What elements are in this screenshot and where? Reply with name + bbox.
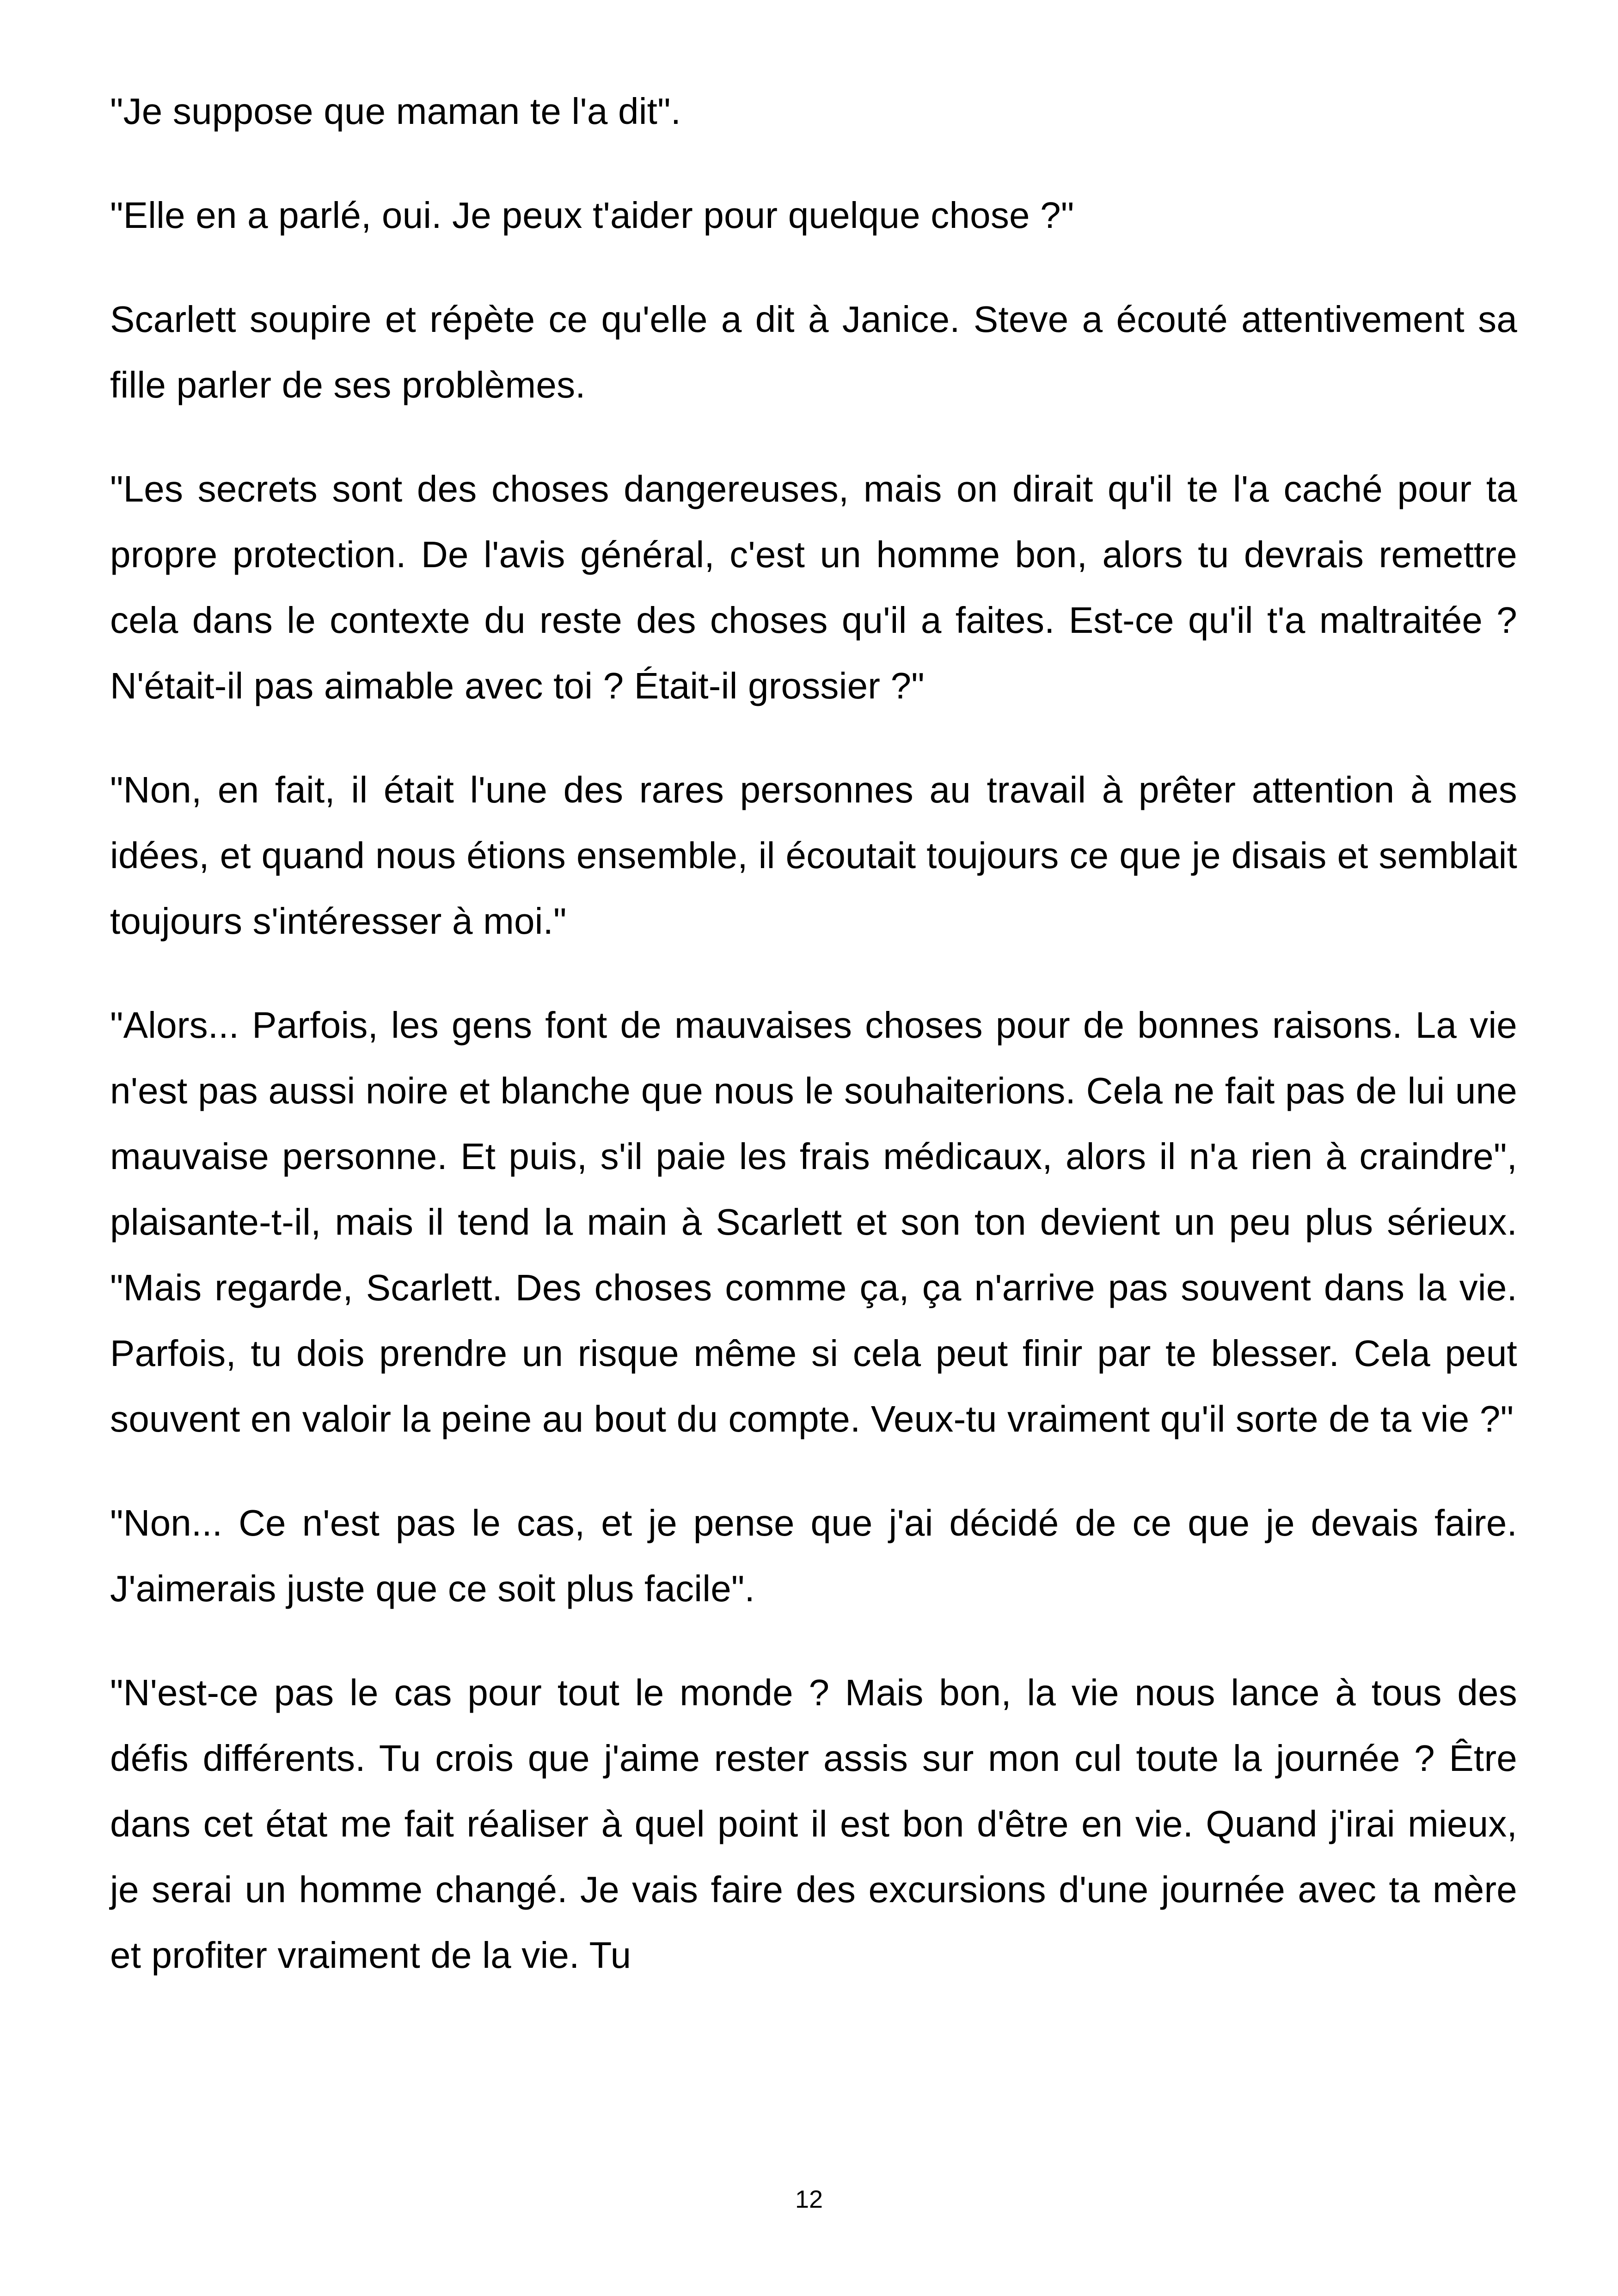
paragraph-2: "Elle en a parlé, oui. Je peux t'aider pour quelque chose ?" [110, 195, 1074, 236]
paragraph-1: "Je suppose que maman te l'a dit". [110, 91, 681, 132]
document-page-body [110, 79, 1517, 1988]
page-number: 12 [795, 2186, 823, 2213]
paragraph-5: "Non, en fait, il était l'une des rares personnes au travail à prêter attention à mes idées, et quand nous étions ensemble, il écoutait toujours ce que je disais et semblait toujours s'intéresser à moi." [110, 769, 1517, 942]
paragraph-7: "Non... Ce n'est pas le cas, et je pense que j'ai décidé de ce que je devais faire. J'aimerais juste que ce soit plus facile". [110, 1502, 1517, 1609]
paragraph-8: "N'est-ce pas le cas pour tout le monde ? Mais bon, la vie nous lance à tous des défis différents. Tu crois que j'aime rester assis sur mon cul toute la journée ? Être dans cet état me fait réaliser à quel point il est bon d'être en vie. Quand j'irai mieux, je serai un homme changé. Je vais faire des excursions d'une journée avec ta mère et profiter vraiment de la vie. Tu [110, 1672, 1517, 1976]
paragraph-3: Scarlett soupire et répète ce qu'elle a dit à Janice. Steve a écouté attentivement sa fille parler de ses problèmes. [110, 299, 1517, 405]
paragraph-6: "Alors... Parfois, les gens font de mauvaises choses pour de bonnes raisons. La vie n'est pas aussi noire et blanche que nous le souhaiterions. Cela ne fait pas de lui une mauvaise personne. Et puis, s'il paie les frais médicaux, alors il n'a rien à craindre", plaisante-t-il, mais il tend la main à Scarlett et son ton devient un peu plus sérieux. "Mais regarde, Scarlett. Des choses comme ça, ça n'arrive pas souvent dans la vie. Parfois, tu dois prendre un risque même si cela peut finir par te blesser. Cela peut souvent en valoir la peine au bout du compte. Veux-tu vraiment qu'il sorte de ta vie ?" [110, 1004, 1517, 1439]
paragraph-4: "Les secrets sont des choses dangereuses, mais on dirait qu'il te l'a caché pour ta propre protection. De l'avis général, c'est un homme bon, alors tu devrais remettre cela dans le contexte du reste des choses qu'il a faites. Est-ce qu'il t'a maltraitée ? N'était-il pas aimable avec toi ? Était-il grossier ?" [110, 468, 1517, 706]
